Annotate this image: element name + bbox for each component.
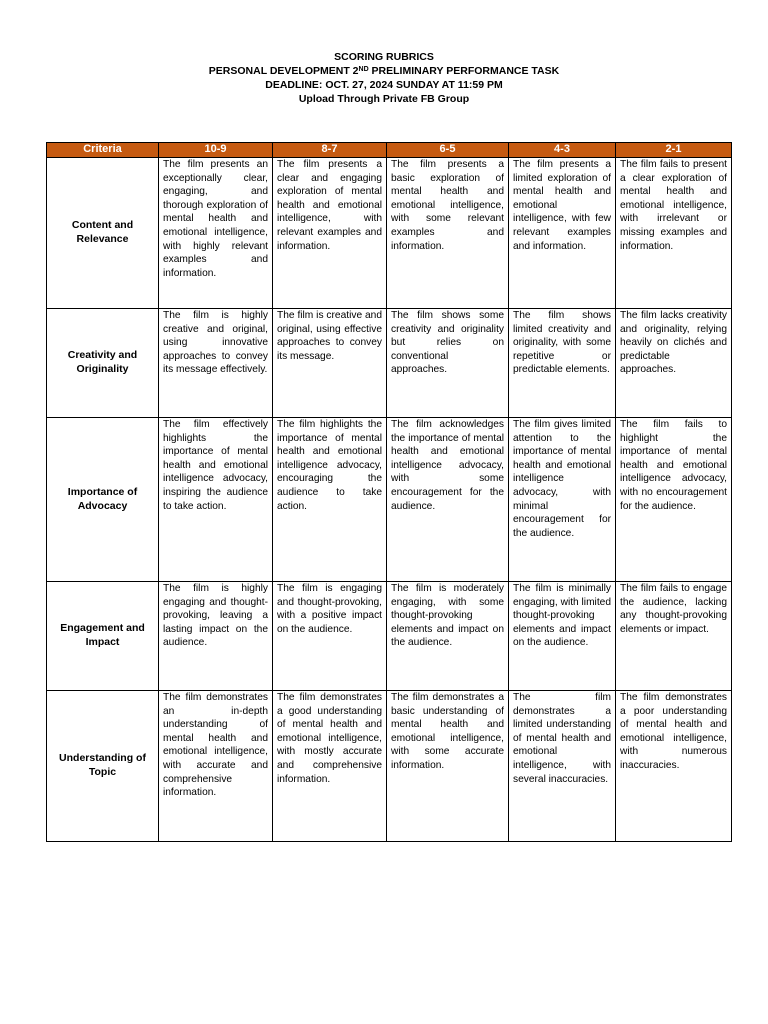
col-header-6-5: 6-5 bbox=[387, 143, 509, 158]
rubric-cell: The film presents an exceptionally clear, engaging, and thorough exploration of mental health and emotional intelligence, with highly relevant examples and information. bbox=[159, 158, 273, 309]
doc-subtitle bbox=[0, 64, 768, 78]
rubric-cell: The film effectively highlights the importance of mental health and emotional intelligence advocacy, inspiring the audience to take action. bbox=[159, 418, 273, 582]
table-row bbox=[47, 309, 732, 418]
doc-subtitle-rest: PRELIMINARY PERFORMANCE TASK bbox=[368, 65, 560, 77]
rubric-cell: The film is moderately engaging, with some thought-provoking elements and impact on the audience. bbox=[387, 582, 509, 691]
rubric-cell: The film presents a limited exploration of mental health and emotional intelligence, with few relevant examples and information. bbox=[509, 158, 616, 309]
rubric-cell: The film presents a basic exploration of mental health and emotional intelligence, with some relevant examples and information. bbox=[387, 158, 509, 309]
doc-subtitle-ordinal: ND bbox=[358, 66, 369, 73]
rubric-cell: The film fails to highlight the importance of mental health and emotional intelligence advocacy, with no encouragement for the audience. bbox=[616, 418, 732, 582]
upload-instructions: Upload Through Private FB Group bbox=[298, 93, 470, 105]
rubric-cell: The film lacks creativity and originality, relying heavily on clichés and predictable approaches. bbox=[616, 309, 732, 418]
col-header-criteria: Criteria bbox=[47, 143, 159, 158]
rubric-cell: The film presents a clear and engaging exploration of mental health and emotional intelligence, with relevant examples and information. bbox=[273, 158, 387, 309]
rubric-table bbox=[46, 142, 732, 842]
rubric-cell: The film shows some creativity and originality but relies on conventional approaches. bbox=[387, 309, 509, 418]
rubric-cell: The film demonstrates a good understanding of mental health and emotional intelligence, with mostly accurate and comprehensive information. bbox=[273, 691, 387, 842]
document-header bbox=[0, 50, 768, 106]
col-header-8-7: 8-7 bbox=[273, 143, 387, 158]
rubric-cell: The film is minimally engaging, with limited thought-provoking elements and impact on the audience. bbox=[509, 582, 616, 691]
rubric-cell: The film is creative and original, using effective approaches to convey its message. bbox=[273, 309, 387, 418]
col-header-2-1: 2-1 bbox=[616, 143, 732, 158]
rubric-cell: The film acknowledges the importance of mental health and emotional intelligence advocacy, with some encouragement for the audience. bbox=[387, 418, 509, 582]
table-row bbox=[47, 582, 732, 691]
table-row bbox=[47, 158, 732, 309]
rubric-cell: The film is engaging and thought-provoking, with a positive impact on the audience. bbox=[273, 582, 387, 691]
rubric-cell: The film demonstrates a poor understanding of mental health and emotional intelligence, with numerous inaccuracies. bbox=[616, 691, 732, 842]
rubric-cell: The film gives limited attention to the importance of mental health and emotional intelligence advocacy, with minimal encouragement for the audience. bbox=[509, 418, 616, 582]
rubric-cell: The film is highly creative and original, using innovative approaches to convey its message effectively. bbox=[159, 309, 273, 418]
criteria-cell: Engagement and Impact bbox=[47, 582, 159, 691]
rubric-cell: The film shows limited creativity and originality, with some repetitive or predictable elements. bbox=[509, 309, 616, 418]
criteria-cell: Creativity and Originality bbox=[47, 309, 159, 418]
rubric-cell: The film demonstrates an in-depth understanding of mental health and emotional intelligence, with accurate and comprehensive information. bbox=[159, 691, 273, 842]
doc-title: SCORING RUBRICS bbox=[334, 51, 434, 63]
rubric-cell: The film fails to present a clear exploration of mental health and emotional intelligence, with irrelevant or missing examples and information. bbox=[616, 158, 732, 309]
doc-subtitle-main: PERSONAL DEVELOPMENT 2 bbox=[208, 65, 359, 77]
col-header-10-9: 10-9 bbox=[159, 143, 273, 158]
rubric-cell: The film is highly engaging and thought-provoking, leaving a lasting impact on the audience. bbox=[159, 582, 273, 691]
criteria-cell: Importance of Advocacy bbox=[47, 418, 159, 582]
rubric-cell: The film demonstrates a limited understanding of mental health and emotional intelligence, with several inaccuracies. bbox=[509, 691, 616, 842]
rubric-cell: The film demonstrates a basic understanding of mental health and emotional intelligence, with some accurate information. bbox=[387, 691, 509, 842]
criteria-cell: Content and Relevance bbox=[47, 158, 159, 309]
deadline: DEADLINE: OCT. 27, 2024 SUNDAY AT 11:59 PM bbox=[265, 79, 503, 91]
col-header-4-3: 4-3 bbox=[509, 143, 616, 158]
rubric-header-row bbox=[47, 143, 732, 158]
rubric-cell: The film fails to engage the audience, lacking any thought-provoking elements or impact. bbox=[616, 582, 732, 691]
table-row bbox=[47, 418, 732, 582]
table-row bbox=[47, 691, 732, 842]
rubric-cell: The film highlights the importance of mental health and emotional intelligence advocacy, encouraging the audience to take action. bbox=[273, 418, 387, 582]
criteria-cell: Understanding of Topic bbox=[47, 691, 159, 842]
